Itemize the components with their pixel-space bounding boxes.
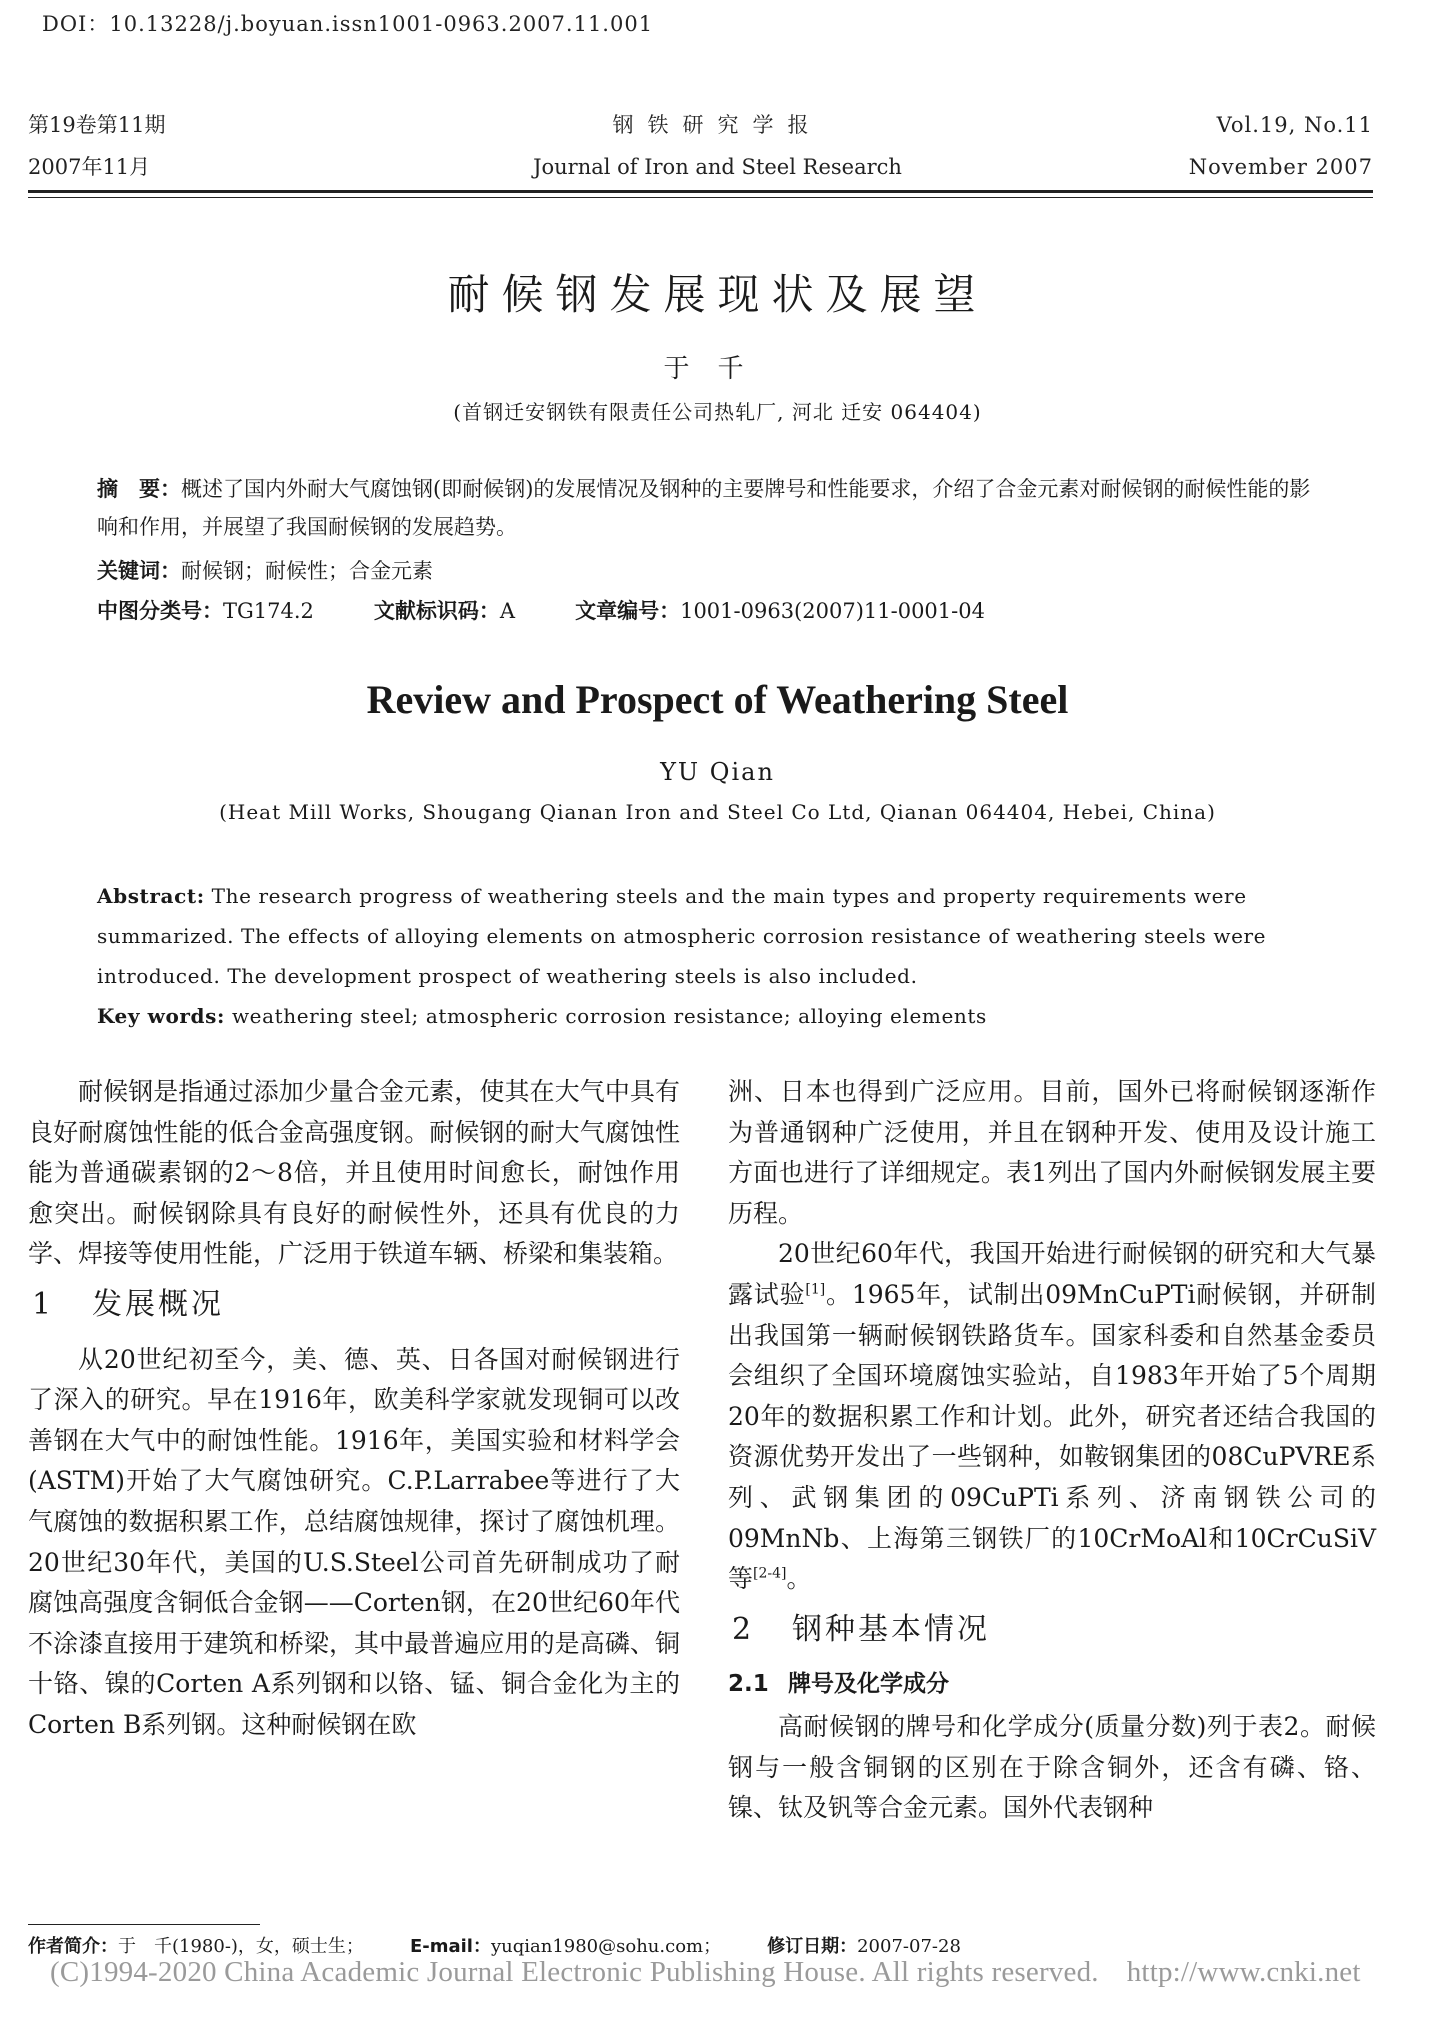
author-footnote — [28, 1932, 961, 1958]
citation-1: [1] — [805, 1281, 826, 1298]
footnote-rule — [28, 1924, 260, 1925]
date-en: November 2007 — [1188, 155, 1373, 179]
bio-text: 于 千(1980-)，女，硕士生； — [118, 1936, 364, 1957]
clc-value: TG174.2 — [223, 599, 314, 623]
abstract-cn-label: 摘 要： — [97, 477, 181, 501]
date-cn: 2007年11月 — [28, 155, 151, 179]
header-right — [1189, 104, 1373, 188]
section-1-paragraph-2-text-a: 20世纪60年代，我国开始进行耐候钢的研究和大气暴露试验 — [728, 1239, 1376, 1309]
abstract-en — [97, 876, 1327, 996]
journal-name-en: Journal of Iron and Steel Research — [533, 155, 902, 179]
doi-line: DOI：10.13228/j.boyuan.issn1001-0963.2007.11.001 — [42, 12, 654, 36]
abstract-cn-text: 概述了国内外耐大气腐蚀钢(即耐候钢)的发展情况及钢种的主要牌号和性能要求，介绍了合金元素对耐候钢的耐候性能的影响和作用，并展望了我国耐候钢的发展趋势。 — [97, 477, 1311, 539]
affiliation-cn: (首钢迁安钢铁有限责任公司热轧厂, 河北 迁安 064404) — [453, 400, 982, 424]
section-1-paragraph-1-continued: 洲、日本也得到广泛应用。目前，国外已将耐候钢逐渐作为普通钢种广泛使用，并且在钢种开发、使用及设计施工方面也进行了详细规定。表1列出了国内外耐候钢发展主要历程。 — [728, 1077, 1376, 1228]
abstract-en-text: The research progress of weathering steels and the main types and property requirements were summarized. The effects of alloying elements on atmospheric corrosion resistance of weathering steels were introduced. The development prospect of weathering steels is also included. — [97, 884, 1267, 988]
volume-en: Vol.19, No.11 — [1216, 113, 1373, 137]
keywords-en-text: weathering steel; atmospheric corrosion resistance; alloying elements — [231, 1004, 987, 1028]
article-no-label: 文章编号： — [575, 599, 681, 623]
section-2-1-heading — [728, 1664, 1376, 1705]
section-1-paragraph-2-text-c: 。 — [786, 1564, 812, 1594]
email-label: E-mail： — [409, 1936, 491, 1957]
intro-paragraph: 耐候钢是指通过添加少量合金元素，使其在大气中具有良好耐腐蚀性能的低合金高强度钢。耐候钢的耐大气腐蚀性能为普通碳素钢的2～8倍，并且使用时间愈长，耐蚀作用愈突出。耐候钢除具有良好的耐候性外，还具有优良的力学、焊接等使用性能，广泛用于铁道车辆、桥梁和集装箱。 — [28, 1077, 680, 1269]
email-value: yuqian1980@sohu.com； — [490, 1936, 722, 1957]
section-1-title: 发展概况 — [92, 1286, 224, 1322]
section-1-paragraph-1: 从20世纪初至今，美、德、英、日各国对耐候钢进行了深入的研究。早在1916年，欧美科学家就发现铜可以改善钢在大气中的耐蚀性能。1916年，美国实验和材料学会(ASTM)开始了大气腐蚀研究。C.P.Larrabee等进行了大气腐蚀的数据积累工作，总结腐蚀规律，探讨了腐蚀机理。20世纪30年代，美国的U.S.Steel公司首先研制成功了耐腐蚀高强度含铜低合金钢——Corten钢，在20世纪60年代不涂漆直接用于建筑和桥梁，其中最普遍应用的是高磷、铜十铬、镍的Corten A系列钢和以铬、锰、铜合金化为主的Corten B系列钢。这种耐候钢在欧 — [28, 1344, 680, 1739]
section-2-heading — [728, 1610, 1376, 1651]
keywords-en-label: Key words: — [97, 1004, 225, 1028]
revision-label: 修订日期： — [767, 1936, 858, 1957]
keywords-cn-label: 关键词： — [97, 559, 181, 583]
clc-label: 中图分类号： — [97, 599, 223, 623]
section-2-1-number: 2.1 — [728, 1671, 769, 1698]
affiliation-en: (Heat Mill Works, Shougang Qianan Iron and Steel Co Ltd, Qianan 064404, Hebei, China) — [219, 800, 1216, 824]
header-rule-thick — [28, 190, 1373, 193]
header-rule-thin — [28, 197, 1373, 198]
bio-label: 作者简介： — [28, 1936, 118, 1957]
doc-code-value: A — [499, 599, 516, 623]
doc-code-label: 文献标识码： — [373, 599, 500, 623]
journal-name-cn: 钢铁研究学报 — [612, 113, 823, 137]
title-en: Review and Prospect of Weathering Steel — [366, 677, 1069, 722]
section-1-paragraph-2 — [728, 1234, 1376, 1599]
section-1-heading — [28, 1285, 680, 1326]
author-en: YU Qian — [660, 758, 775, 786]
citation-2-4: [2-4] — [753, 1565, 787, 1582]
keywords-en — [97, 996, 1327, 1036]
section-1-number: 1 — [32, 1286, 55, 1322]
revision-date: 2007-07-28 — [857, 1936, 961, 1957]
article-no-value: 1001-0963(2007)11-0001-04 — [680, 599, 985, 623]
classification-line — [97, 592, 1327, 630]
copyright-text: (C)1994-2020 China Academic Journal Electronic Publishing House. All rights reserved. — [50, 1956, 1099, 1988]
section-1-paragraph-2-text-b: 。1965年，试制出09MnCuPTi耐候钢，并研制出我国第一辆耐候钢铁路货车。国家科委和自然基金委员会组织了全国环境腐蚀实验站，自1983年开始了5个周期20年的数据积累工作和计划。此外，研究者还结合我国的资源优势开发出了一些钢种，如鞍钢集团的08CuPVRE系列、武钢集团的09CuPTi系列、济南钢铁公司的09MnNb、上海第三钢铁厂的10CrMoAl和10CrCuSiV等 — [728, 1279, 1376, 1594]
abstract-en-label: Abstract: — [97, 884, 205, 908]
author-cn: 于千 — [663, 354, 772, 384]
keywords-cn-text: 耐候钢；耐候性；合金元素 — [181, 559, 433, 583]
section-2-number: 2 — [732, 1611, 755, 1647]
section-2-1-title: 牌号及化学成分 — [788, 1671, 949, 1698]
copyright-watermark — [50, 1956, 1361, 1989]
copyright-url: http://www.cnki.net — [1126, 1956, 1361, 1988]
section-2-title: 钢种基本情况 — [792, 1611, 990, 1647]
keywords-cn — [97, 552, 1327, 590]
volume-cn: 第19卷第11期 — [28, 113, 166, 137]
body-column-right — [728, 1072, 1376, 1829]
body-column-left — [28, 1072, 680, 1746]
title-cn: 耐候钢发展现状及展望 — [447, 270, 988, 319]
section-2-1-paragraph-1: 高耐候钢的牌号和化学成分(质量分数)列于表2。耐候钢与一般含铜钢的区别在于除含铜外，还含有磷、铬、镍、钛及钒等合金元素。国外代表钢种 — [728, 1711, 1376, 1823]
abstract-cn — [97, 470, 1327, 546]
